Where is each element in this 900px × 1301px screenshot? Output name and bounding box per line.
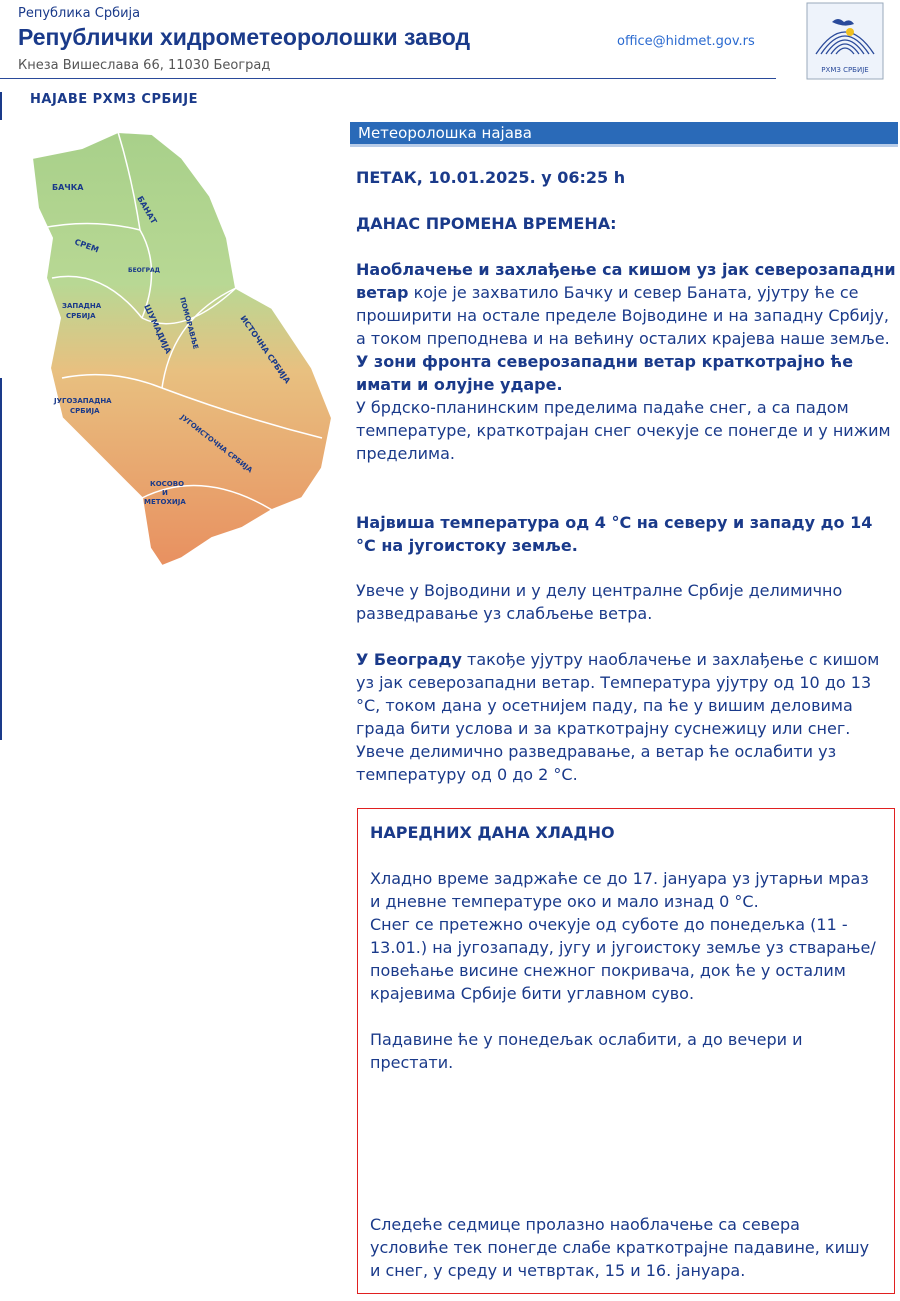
forecast-belgrade [356,648,896,786]
left-border-lower [0,378,2,740]
forecast-panel [350,122,898,147]
p1-rest: које је захватило Бачку и север Баната, ујутру ће се проширити на остале пределе Војводине и на западну Србију, а током преподнева и на већину осталих крајева наше земље. [356,283,890,348]
region-label: БЕОГРАД [128,267,160,274]
outlook-p1: Хладно време задржаће се до 17. јануара уз јутарњи мраз и дневне температуре око и мало изнад 0 °C. [370,869,869,911]
region-label: ЗАПАДНА [62,302,102,310]
region-label: МЕТОХИЈА [144,498,186,506]
serbia-regions-map[interactable] [22,118,340,574]
svg-text:РХМЗ СРБИЈЕ: РХМЗ СРБИЈЕ [821,66,869,74]
forecast-temperature: Највиша температура од 4 °C на северу и западу до 14 °C на југоистоку земље. [356,513,873,555]
p1-bold2: У зони фронта северозападни ветар краткотрајно ће имати и олујне ударе. [356,352,854,394]
outlook-p2: Снег се претежно очекује од суботе до понедељка (11 - 13.01.) на југозападу, југу и југоистоку земље уз стварање/повећање висине снежног покривача, док ће у осталим крајевима Србије бити углавном суво. [370,915,876,1003]
panel-title: Метеоролошка најава [350,122,898,147]
left-border [0,92,2,120]
site-header [0,0,900,95]
region-label: ЈУГОЗАПАДНА [54,397,112,405]
outlook-box [357,808,895,1294]
p1-bold: Наоблачење и захлађење са кишом уз јак северозападни ветар [356,260,896,302]
region-label: СРБИЈА [66,312,96,320]
region-label: ЈУГОИСТОЧНА СРБИЈА [178,413,254,475]
region-label: БАЧКА [52,183,84,192]
header-divider [0,78,776,79]
institute-title[interactable]: Републички хидрометеоролошки завод [18,24,471,50]
p1-tail: У брдско-планинским пределима падаће снег, а са падом температуре, краткотрајан снег очекује се понегде и у нижим пределима. [356,398,891,463]
region-label: КОСОВО [150,480,185,488]
rhmz-logo-icon[interactable] [806,2,884,80]
outlook-next-week: Следеће седмице пролазно наоблачење са севера условиће тек понегде слабе краткотрајне падавине, кишу и снег, у среду и четвртак, 15 и 16. јануара. [370,1215,870,1280]
forecast-evening: Увече у Војводини и у делу централне Србије делимично разведравање уз слабљење ветра. [356,581,843,623]
region-label: ПОМОРАВЉЕ [178,296,200,351]
belgrade-rest: такође ујутру наоблачење и захлађење с кишом уз јак северозападни ветар. Температура ујутру од 10 до 13 °C, током дана у осетнијем паду, па ће у вишим деловима града бити услова и за краткотрајну суснежицу или снег. Увече делимично разведравање, а ветар ће ослабити уз температуру од 0 до 2 °C. [356,650,880,784]
email-link[interactable]: office@hidmet.gov.rs [617,34,755,49]
institute-address: Кнеза Вишеслава 66, 11030 Београд [18,58,271,73]
region-label: ИСТОЧНА СРБИЈА [238,313,292,386]
belgrade-bold: У Београду [356,650,462,669]
republic-label: Република Србија [18,6,141,21]
forecasts-nav-label[interactable]: НАЈАВЕ РХМЗ СРБИЈЕ [30,92,198,107]
region-label: СРЕМ [73,237,101,255]
region-label: СРБИЈА [70,407,100,415]
outlook-title: НАРЕДНИХ ДАНА ХЛАДНО [370,823,615,842]
outlook-paragraph [370,867,880,1074]
region-label: БАНАТ [135,194,159,226]
forecast-headline: ДАНАС ПРОМЕНА ВРЕМЕНА: [356,214,617,233]
forecast-date: ПЕТАК, 10.01.2025. у 06:25 h [356,168,626,187]
forecast-paragraph-1 [356,258,896,465]
outlook-p4: Падавине ће у понедељак ослабити, а до вечери и престати. [370,1030,803,1072]
region-label: ШУМАДИЈА [142,303,173,356]
region-label: И [162,489,168,497]
